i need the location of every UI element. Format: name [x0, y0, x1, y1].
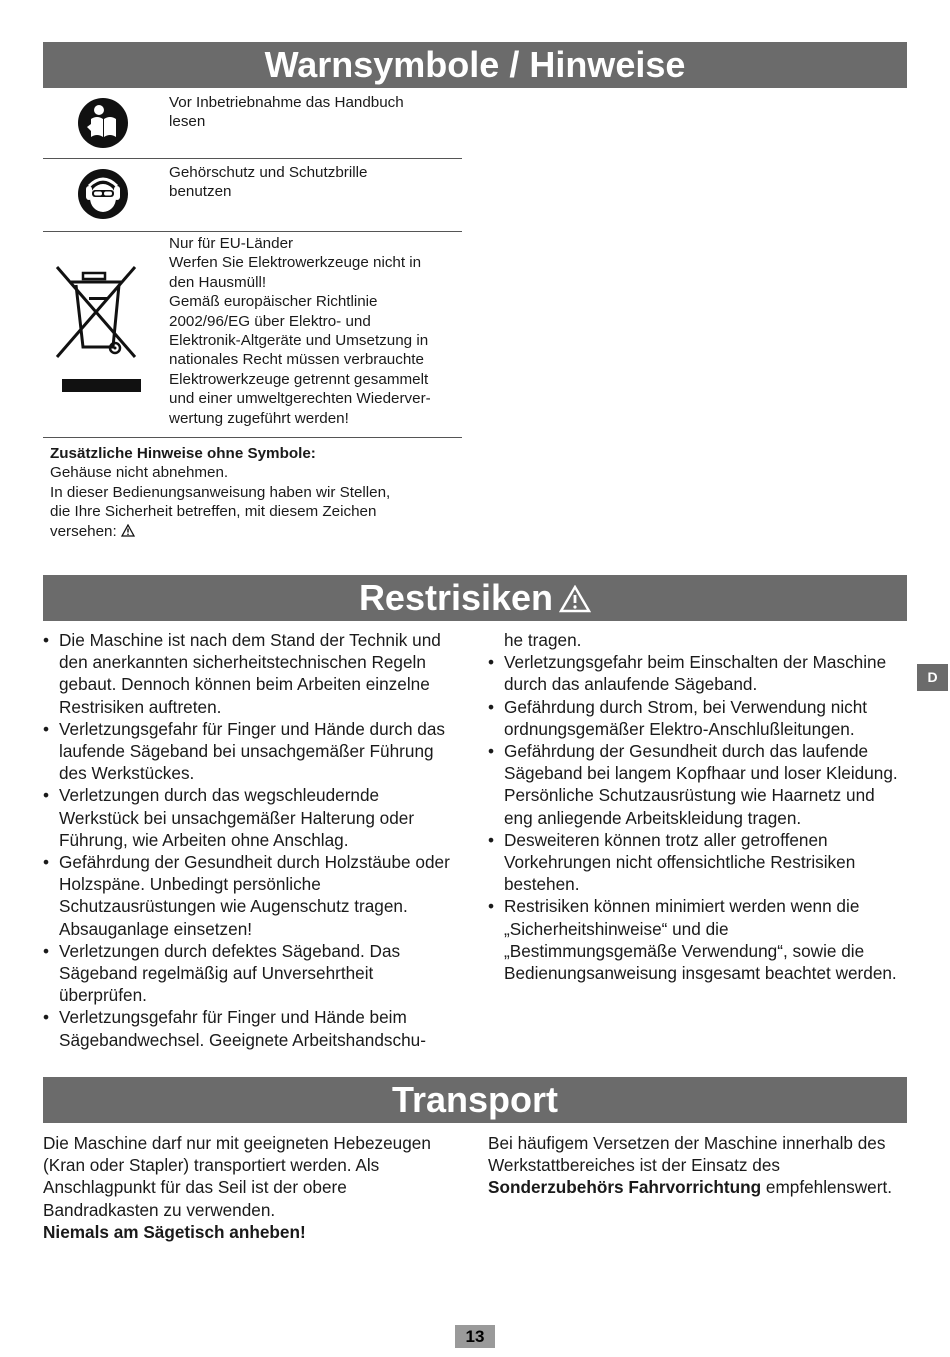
transport-text-before: Bei häufigem Versetzen der Maschine innerhalb des Werkstattbereiches ist der Einsatz des	[488, 1133, 886, 1176]
text-line: Elektrowerkzeuge getrennt gesammelt	[169, 370, 429, 388]
list-item: • Verletzungen durch das wegschleudernde Werkstück bei unsachgemäßer Halterung oder Führung, wie Arbeiten ohne Anschlag.	[43, 784, 463, 851]
weee-crossed-bin-icon	[55, 265, 145, 397]
text-line: lesen	[169, 113, 206, 131]
text-line: wertung zugeführt werden!	[169, 409, 349, 427]
warning-row-manual	[43, 88, 462, 159]
warning-triangle-icon	[121, 524, 135, 537]
text-line: benutzen	[169, 183, 232, 201]
text-line: nationales Recht müssen verbrauchte	[169, 351, 424, 369]
list-item: • Gefährdung der Gesundheit durch Holzstäube oder Holzspäne. Unbedingt persönliche Schutzausrüstungen wie Augenschutz tragen. Absauganlage einsetzen!	[43, 851, 463, 940]
section-title-risks-text: Restrisiken	[358, 577, 554, 618]
ear-eye-protection-icon	[77, 168, 129, 220]
text-line: den Hausmüll!	[169, 273, 267, 291]
page-number: 13	[455, 1325, 495, 1348]
text-line: und einer umweltgerechten Wiederver-	[169, 390, 431, 408]
list-item: • Verletzungsgefahr für Finger und Hände durch das laufende Sägeband bei unsachgemäßer Führung des Werkstückes.	[43, 718, 463, 785]
notes-heading: Zusätzliche Hinweise ohne Symbole:	[50, 445, 316, 462]
list-item: • Die Maschine ist nach dem Stand der Technik und den anerkannten sicherheitstechnischen Regeln gebaut. Dennoch können beim Arbeiten einzelne Restrisiken auftreten.	[43, 629, 463, 718]
list-item: • Gefährdung der Gesundheit durch das laufende Sägeband bei langem Kopfhaar und loser Kleidung. Persönliche Schutzausrüstung wie Haarnetz und eng anliegende Arbeitskleidung tragen.	[488, 740, 904, 829]
text-line-content: versehen:	[50, 522, 121, 540]
text-line: In dieser Bedienungsanweisung haben wir Stellen,	[50, 483, 391, 501]
warning-row-weee	[43, 231, 462, 438]
list-item: • Verletzungsgefahr beim Einschalten der Maschine durch das anlaufende Sägeband.	[488, 651, 904, 695]
list-item-continuation: he tragen.	[504, 630, 582, 650]
text-line: Gemäß europäischer Richtlinie	[169, 293, 378, 311]
section-title-warnings-text: Warnsymbole / Hinweise	[264, 44, 686, 85]
risks-right-column	[488, 629, 904, 984]
read-manual-icon	[77, 97, 129, 149]
warning-text-weee	[169, 234, 431, 428]
list-item: • Restrisiken können minimiert werden wenn die „Sicherheitshinweise“ und die „Bestimmungsgemäße Verwendung“, sowie die Bedienungsanweisung insgesamt beachtet werden.	[488, 895, 904, 984]
section-title-transport	[43, 1077, 907, 1123]
text-line: Elektronik-Altgeräte und Umsetzung in	[169, 332, 429, 350]
transport-text-after: empfehlenswert.	[761, 1177, 893, 1198]
transport-text	[488, 1132, 898, 1199]
transport-text: Die Maschine darf nur mit geeigneten Hebezeugen (Kran oder Stapler) transportiert werden. Als Anschlagpunkt für das Seil ist der obere Bandradkasten zu verwenden.	[43, 1133, 431, 1220]
transport-right-column	[488, 1132, 898, 1199]
warning-row-protection	[43, 158, 462, 232]
text-line: die Ihre Sicherheit betreffen, mit diesem Zeichen	[50, 503, 377, 521]
list-item: • Gefährdung durch Strom, bei Verwendung nicht ordnungsgemäßer Elektro-Anschlußleitungen.	[488, 696, 904, 740]
text-line: Werfen Sie Elektrowerkzeuge nicht in	[169, 254, 422, 272]
text-line: 2002/96/EG über Elektro- und	[169, 312, 371, 330]
additional-notes	[50, 444, 450, 541]
risks-left-column	[43, 629, 463, 1051]
text-line	[50, 522, 450, 541]
transport-accessory-name: Sonderzubehörs Fahrvorrichtung	[488, 1177, 762, 1198]
list-item: • Verletzungen durch defektes Sägeband. Das Sägeband regelmäßig auf Unversehrtheit überprüfen.	[43, 940, 463, 1007]
text-line: Gehörschutz und Schutzbrille	[169, 164, 368, 181]
transport-warning: Niemals am Sägetisch anheben!	[43, 1221, 306, 1242]
section-title-warnings	[43, 42, 907, 88]
transport-left-column	[43, 1132, 463, 1243]
section-title-risks	[43, 575, 907, 621]
list-item: • Verletzungsgefahr für Finger und Hände beim Sägebandwechsel. Geeignete Arbeitshandschu-	[43, 1006, 463, 1050]
language-tab: D	[917, 664, 948, 691]
warning-triangle-icon	[559, 585, 591, 613]
text-line: Gehäuse nicht abnehmen.	[50, 464, 229, 482]
text-line: Vor Inbetriebnahme das Handbuch	[169, 94, 404, 111]
text-line: Nur für EU-Länder	[169, 235, 294, 252]
warning-text-manual	[169, 93, 404, 132]
section-title-transport-text: Transport	[391, 1079, 559, 1120]
list-item: • Desweiteren können trotz aller getroffenen Vorkehrungen nicht offensichtliche Restrisiken bestehen.	[488, 829, 904, 896]
warning-text-protection	[169, 163, 367, 202]
